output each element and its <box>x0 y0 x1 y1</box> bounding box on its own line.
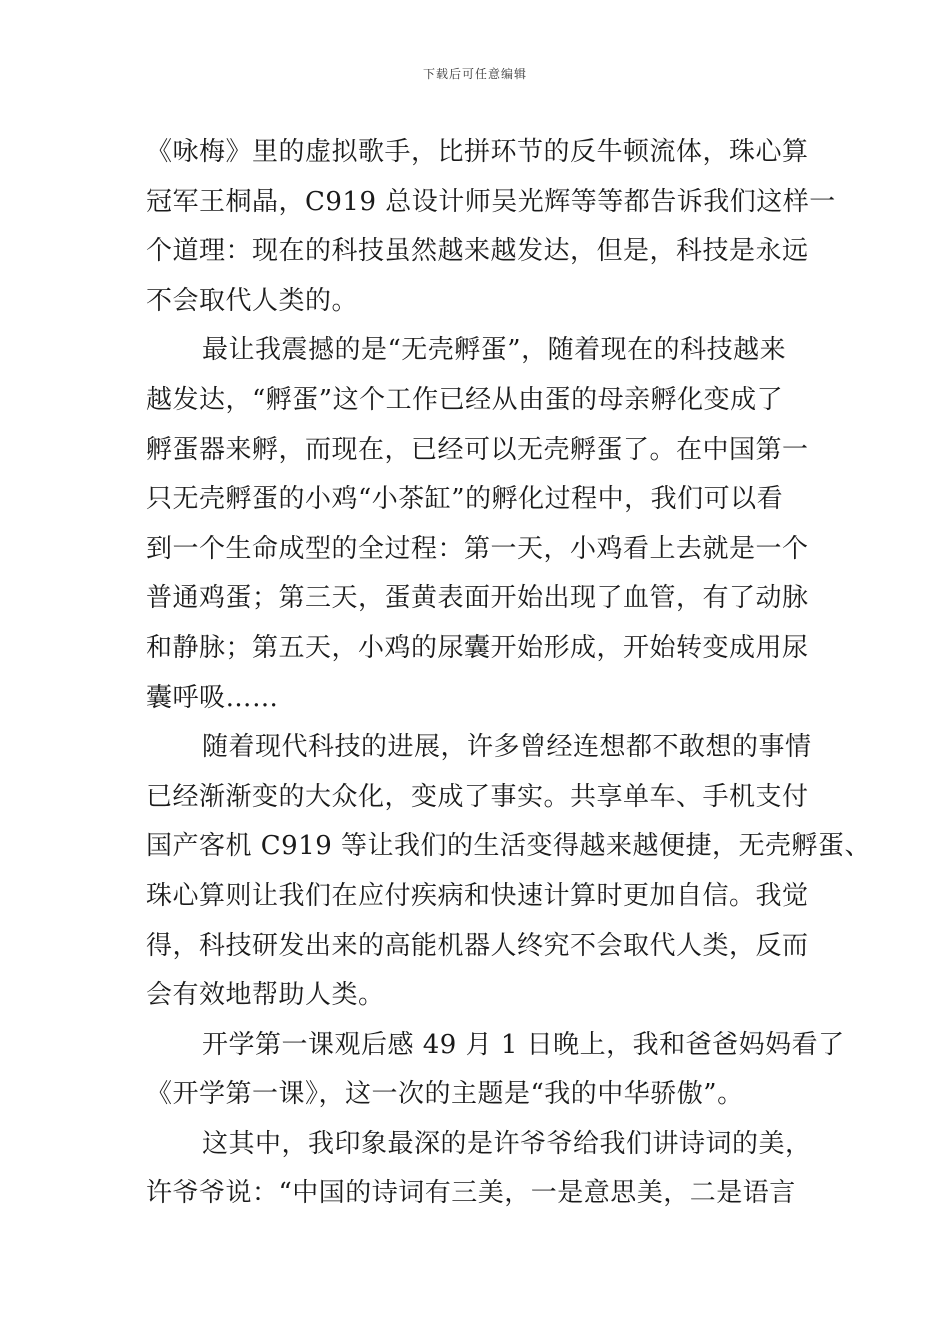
text-line: 最让我震撼的是“无壳孵蛋”，随着现在的科技越来 <box>202 335 787 366</box>
document-body <box>146 128 872 1219</box>
text-line: 随着现代科技的进展，许多曾经连想都不敢想的事情 <box>202 732 812 763</box>
text-line: 《开学第一课》，这一次的主题是“我的中华骄傲”。 <box>146 1079 744 1110</box>
text-line: 得，科技研发出来的高能机器人终究不会取代人类，反而 <box>146 930 809 961</box>
text-line: 已经渐渐变的大众化，变成了事实。共享单车、手机支付 <box>146 781 809 812</box>
text-line: 冠军王桐晶，C919 总设计师吴光辉等等都告诉我们这样一 <box>146 186 836 217</box>
text-line: 许爷爷说：“中国的诗词有三美，一是意思美，二是语言 <box>146 1178 796 1209</box>
text-line: 个道理：现在的科技虽然越来越发达，但是，科技是永远 <box>146 236 809 267</box>
text-line: 孵蛋器来孵，而现在，已经可以无壳孵蛋了。在中国第一 <box>146 434 809 465</box>
text-line: 到一个生命成型的全过程：第一天，小鸡看上去就是一个 <box>146 533 809 564</box>
text-line: 《咏梅》里的虚拟歌手，比拼环节的反牛顿流体，珠心算 <box>146 137 809 167</box>
text-line: 珠心算则让我们在应付疾病和快速计算时更加自信。我觉 <box>146 880 809 911</box>
text-line: 普通鸡蛋；第三天，蛋黄表面开始出现了血管，有了动脉 <box>146 583 809 614</box>
page-header: 下载后可任意编辑 <box>422 67 527 81</box>
text-line: 不会取代人类的。 <box>146 285 359 316</box>
text-line: 和静脉；第五天，小鸡的尿囊开始形成，开始转变成用尿 <box>146 632 809 663</box>
text-line: 开学第一课观后感 49 月 1 日晚上，我和爸爸妈妈看了 <box>202 1029 845 1060</box>
text-line: 只无壳孵蛋的小鸡“小茶缸”的孵化过程中，我们可以看 <box>146 484 784 515</box>
text-line: 越发达，“孵蛋”这个工作已经从由蛋的母亲孵化变成了 <box>146 384 784 415</box>
text-line: 囊呼吸…… <box>146 682 279 713</box>
text-line: 国产客机 C919 等让我们的生活变得越来越便捷，无壳孵蛋、 <box>146 831 872 862</box>
text-line: 这其中，我印象最深的是许爷爷给我们讲诗词的美， <box>202 1128 812 1159</box>
text-line: 会有效地帮助人类。 <box>146 980 385 1011</box>
